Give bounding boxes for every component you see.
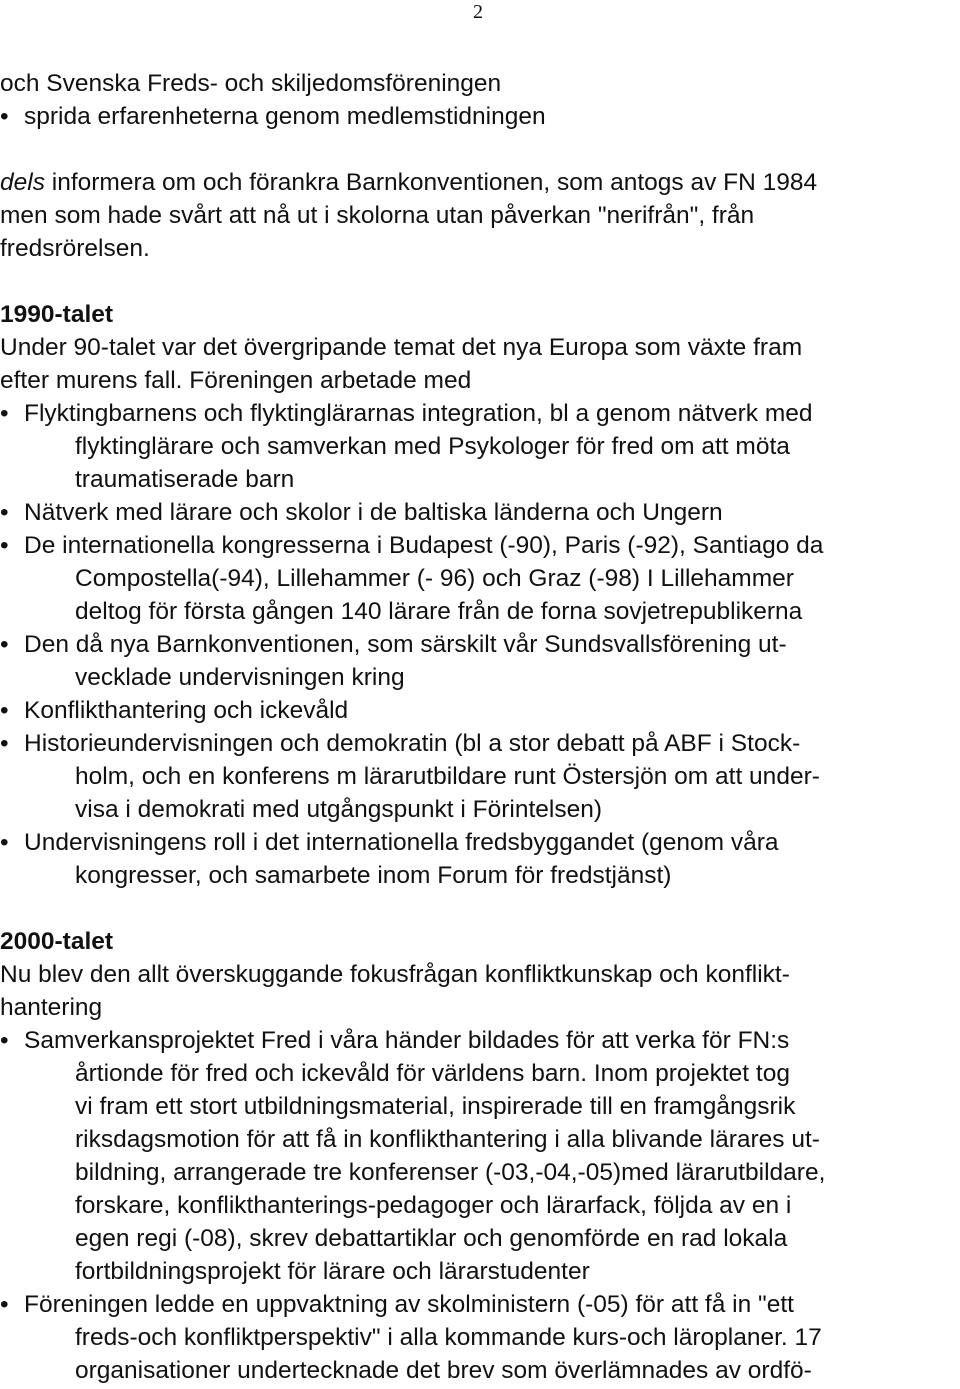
list-item-text: Den då nya Barnkonventionen, som särskilt vår Sundsvallsförening ut- — [24, 631, 787, 658]
text-line: riksdagsmotion för att få in konflikthantering i alla blivande lärares ut- — [75, 1126, 820, 1153]
text-line — [0, 166, 817, 199]
text-line: organisationer undertecknade det brev som överlämnades av ordfö- — [75, 1357, 812, 1384]
text-line: hantering — [0, 994, 103, 1021]
text-line: holm, och en konferens m lärarutbildare runt Östersjön om att under- — [75, 763, 820, 790]
list-item — [0, 694, 348, 727]
text-line: vecklade undervisningen kring — [75, 664, 405, 691]
list-item — [0, 826, 779, 859]
text-line: Under 90-talet var det övergripande temat det nya Europa som växte fram — [0, 334, 803, 361]
text-line: traumatiserade barn — [75, 466, 295, 493]
text-line: visa i demokrati med utgångspunkt i Förintelsen) — [75, 796, 603, 823]
list-item — [0, 529, 823, 562]
list-item-text: Samverkansprojektet Fred i våra händer bildades för att verka för FN:s — [24, 1027, 790, 1054]
bullet-icon: • — [0, 499, 9, 526]
bullet-icon: • — [0, 532, 9, 559]
bullet-icon: • — [0, 697, 9, 724]
text-line: men som hade svårt att nå ut i skolorna utan påverkan "nerifrån", från — [0, 202, 755, 229]
italic-word: dels — [0, 169, 45, 196]
bullet-icon: • — [0, 631, 9, 658]
list-item-text: Nätverk med lärare och skolor i de baltiska länderna och Ungern — [24, 499, 723, 526]
list-item — [0, 397, 813, 430]
text-line: egen regi (-08), skrev debattartiklar och genomförde en rad lokala — [75, 1225, 788, 1252]
list-item-text: Flyktingbarnens och flyktinglärarnas integration, bl a genom nätverk med — [24, 400, 813, 427]
bullet-icon: • — [0, 103, 9, 130]
text-line: forskare, konflikthanterings-pedagoger och lärarfack, följda av en i — [75, 1192, 792, 1219]
text-line: freds-och konfliktperspektiv" i alla kommande kurs-och läroplaner. 17 — [75, 1324, 822, 1351]
text-line: kongresser, och samarbete inom Forum för fredstjänst) — [75, 862, 672, 889]
bullet-icon: • — [0, 1027, 9, 1054]
text-span: informera om och förankra Barnkonventionen, som antogs av FN 1984 — [44, 169, 818, 196]
list-item-text: Föreningen ledde en uppvaktning av skolministern (-05) för att få in "ett — [24, 1291, 794, 1318]
list-item — [0, 496, 723, 529]
section-heading: 1990-talet — [0, 301, 114, 328]
bullet-icon: • — [0, 730, 9, 757]
text-line: Nu blev den allt överskuggande fokusfrågan konfliktkunskap och konflikt- — [0, 961, 790, 988]
bullet-icon: • — [0, 400, 9, 427]
list-item — [0, 100, 546, 133]
text-line: årtionde för fred och ickevåld för världens barn. Inom projektet tog — [75, 1060, 790, 1087]
text-line: och Svenska Freds- och skiljedomsföreningen — [0, 70, 502, 97]
text-line: fortbildningsprojekt för lärare och lärarstudenter — [75, 1258, 590, 1285]
bullet-icon: • — [0, 1291, 9, 1318]
text-line: efter murens fall. Föreningen arbetade med — [0, 367, 472, 394]
list-item-text: Konflikthantering och ickevåld — [24, 697, 349, 724]
text-line: bildning, arrangerade tre konferenser (-03,-04,-05)med lärarutbildare, — [75, 1159, 826, 1186]
list-item — [0, 727, 800, 760]
bullet-icon: • — [0, 829, 9, 856]
list-item-text: De internationella kongresserna i Budapest (-90), Paris (-92), Santiago da — [24, 532, 824, 559]
list-item — [0, 628, 787, 661]
section-heading: 2000-talet — [0, 928, 114, 955]
text-line: flyktinglärare och samverkan med Psykologer för fred om att möta — [75, 433, 790, 460]
list-item-text: sprida erfarenheterna genom medlemstidningen — [24, 103, 546, 130]
list-item — [0, 1288, 794, 1321]
list-item-text: Undervisningens roll i det internationella fredsbyggandet (genom våra — [24, 829, 779, 856]
list-item-text: Historieundervisningen och demokratin (bl a stor debatt på ABF i Stock- — [24, 730, 801, 757]
text-line: Compostella(-94), Lillehammer (- 96) och Graz (-98) I Lillehammer — [75, 565, 794, 592]
text-line: fredsrörelsen. — [0, 235, 150, 262]
text-line: deltog för första gången 140 lärare från de forna sovjetrepublikerna — [75, 598, 803, 625]
page-number: 2 — [473, 1, 483, 23]
text-line: vi fram ett stort utbildningsmaterial, inspirerade till en framgångsrik — [75, 1093, 796, 1120]
list-item — [0, 1024, 789, 1057]
